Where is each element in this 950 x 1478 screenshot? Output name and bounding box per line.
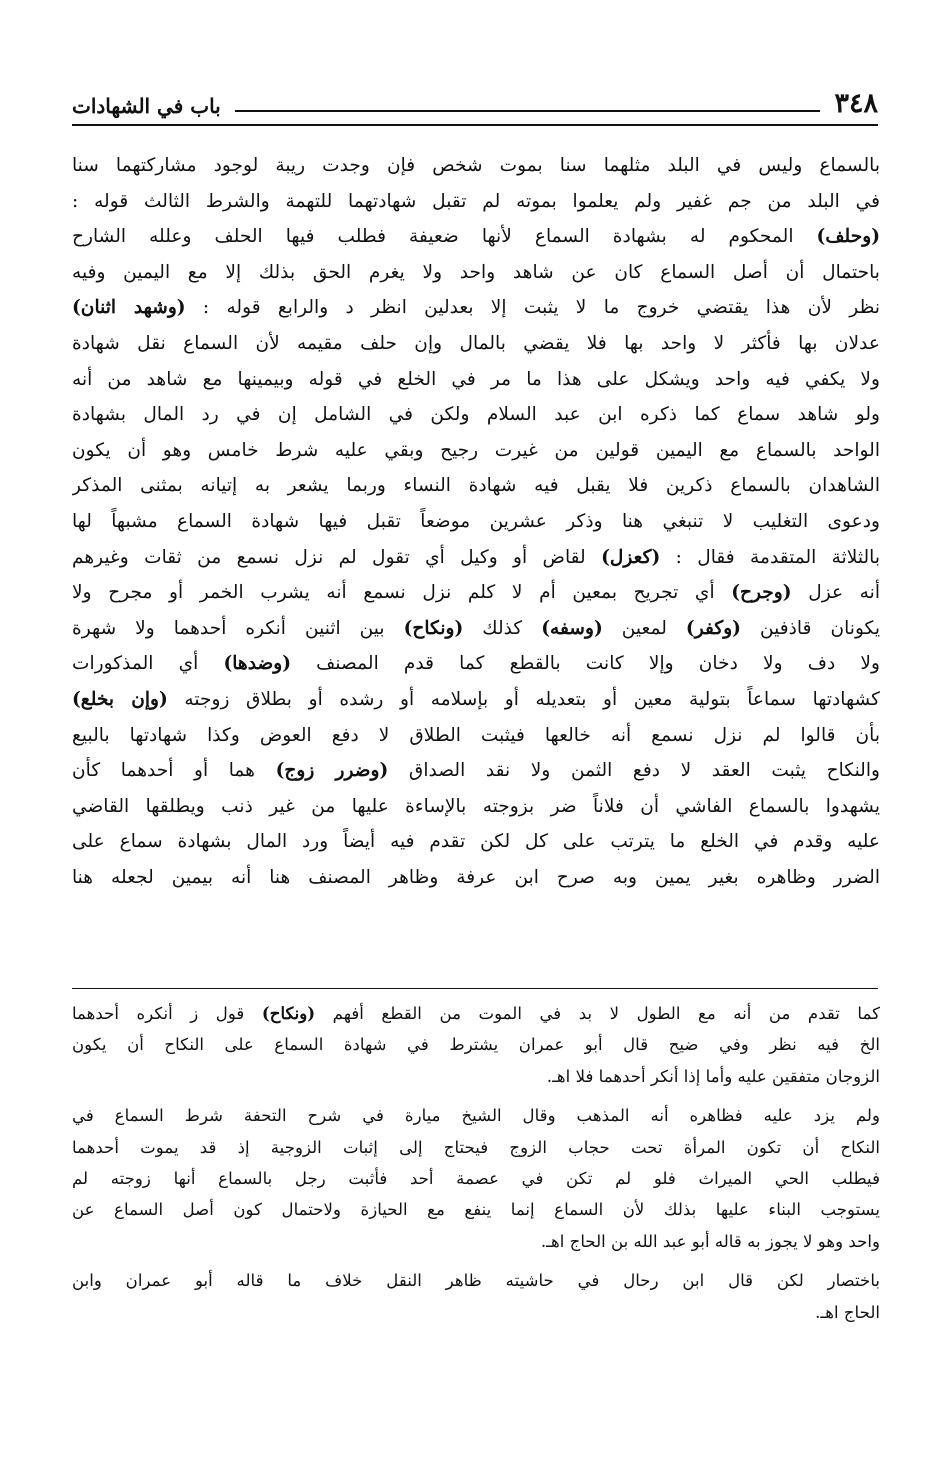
header-rule [235,110,821,112]
text-line: يشهدوا بالسماع الفاشي أن فلاناً ضر بزوجته بالإساءة عليها من غير ذنب ويطلقها القاضي [72,795,880,817]
text-line: ولو شاهد سماع كما ذكره ابن عبد السلام ولكن في الشامل إن في رد المال بشهادة [72,404,880,426]
footnote-paragraph [72,998,880,1092]
text-line: عدلان بها فأكثر لا واحد بها فلا يقضي بالمال وإن حلف مقيمه لأن السماع نقل شهادة [72,332,880,354]
footnote-line: فيطلب الحي الميراث فلو لم تكن في عصمة أحد فأثبت رجل بالسماع أنها زوجته لم [72,1168,880,1188]
lemma-term: (ونكاح) [403,617,464,639]
text-line: عليه وقدم في الخلع ما يترتب على كل لكن تقدم فيه أيضاً ورد المال بشهادة سماع على [72,831,880,853]
page-header [72,84,878,126]
footnotes [72,998,880,1328]
footnote-line: كما تقدم من أنه مع الطول لا بد في الموت من القطع أفهم (ونكاح) قول ز أنكره أحدهما [72,1003,880,1023]
text-line: يكونان قاذفين (وكفر) لمعين (وسفه) كذلك (ونكاح) بين اثنين أنكره أحدهما ولا شهرة [72,617,880,639]
text-line: أنه عزل (وجرح) أي تجريح بمعين أم لا كلم نزل نسمع أنه يشرب الخمر أو مجرح ولا [72,582,880,604]
footnote-line: النكاح أن تكون المرأة تحت حجاب الزوج فيحتاج إلى إثبات الزوجية إذ قد يموت أحدهما [72,1137,880,1157]
footnote-line: باختصار لكن قال ابن رحال في حاشيته ظاهر النقل خلاف ما قاله أبو عمران وابن [72,1271,880,1291]
lemma-term: (وكفر) [685,617,741,639]
text-line: ولا دف ولا دخان وإلا كانت بالقطع كما قدم المصنف (وضدها) أي المذكورات [72,653,880,675]
text-line: ودعوى التغليب لا تنبغي هنا وذكر عشرين موضعاً تقبل فيها شهادة السماع مشبهاً لها [72,510,880,532]
footnote-line: يستوجب البناء عليها بذلك لأن السماع إنما ينفع مع الحيازة ولاحتمال كون أصل السماع عن [72,1200,880,1220]
text-line: والنكاح يثبت العقد لا دفع الثمن ولا نقد الصداق (وضرر زوج) هما أو أحدهما كأن [72,760,880,782]
text-line: نظر لأن هذا يقتضي خروج ما لا يثبت إلا بعدلين انظر د والرابع قوله : (وشهد اثنان) [72,297,880,319]
lemma-term: (وسفه) [541,617,603,639]
footnote-line: الخ فيه نظر وفي ضيح قال أبو عمران يشترط في شهادة السماع على النكاح أن يكون [72,1035,880,1055]
footnote-paragraph [72,1265,880,1328]
page-number: ٣٤٨ [834,88,878,119]
text-line: الضرر وظاهره بغير يمين وبه صرح ابن عرفة وظاهر المصنف هنا أنه بيمين لجعله هنا [72,866,880,888]
text-line: بأن قالوا لم نزل نسمع أنه خالعها فيثبت الطلاق لا دفع العوض وكذا شهادتها بالبيع [72,724,880,746]
lemma-term: (ونكاح) [261,1003,316,1023]
lemma-term: (كعزل) [601,546,661,568]
text-line: باحتمال أن أصل السماع كان عن شاهد واحد ولا يغرم الحق بذلك إلا مع اليمين وفيه [72,261,880,283]
footnote-line: ولم يزد عليه فظاهره أنه المذهب وقال الشيخ ميارة في شرح التحفة شرط السماع في [72,1106,880,1126]
lemma-term: (وجرح) [731,582,792,604]
text-line: بالسماع وليس في البلد مثلهما سنا بموت شخص فإن وجدت ريبة لوجود مشاركتهما سنا [72,155,880,176]
footnote-separator [72,988,878,989]
text-line: (وحلف) المحكوم له بشهادة السماع لأنها ضعيفة فطلب فيها الحلف وعلله الشارح [72,226,880,248]
main-text [72,148,880,895]
text-line: ولا يكفي فيه واحد ويشكل على هذا ما مر في الخلع في قوله وبيمينها مع شاهد من أنه [72,368,880,390]
text-line: الواحد بالسماع مع اليمين قولين من غيرت رجيح وبقي عليه شرط خامس وهو أن يكون [72,439,880,461]
running-title: باب في الشهادات [72,94,221,118]
footnote-paragraph [72,1100,880,1257]
footnote-line: واحد وهو لا يجوز به قاله أبو عبد الله بن الحاج اهـ. [540,1231,880,1251]
text-line: بالثلاثة المتقدمة فقال : (كعزل) لقاض أو وكيل أي تقول لم نزل نسمع من ثقات وغيرهم [72,546,880,568]
text-line: في البلد من جم غفير ولم يعلموا بموته لم تقبل شهادتهما للتهمة والشرط الثالث قوله : [72,190,880,212]
text-line: الشاهدان بالسماع ذكرين فلا يقبل فيه شهادة النساء وربما يشعر به إتيانه بمثنى المذكر [72,475,880,497]
footnote-line: الحاج اهـ. [815,1302,880,1322]
lemma-term: (وإن بخلع) [72,688,168,710]
text-line: كشهادتها سماعاً بتولية معين أو بتعديله أو بإسلامه أو رشده أو بطلاق زوجته (وإن بخلع) [72,688,880,710]
lemma-term: (وشهد اثنان) [72,297,186,319]
footnote-line: الزوجان متفقين عليه وأما إذا أنكر أحدهما فلا اهـ. [546,1066,880,1086]
lemma-term: (وحلف) [816,226,880,248]
lemma-term: (وضرر زوج) [275,760,389,782]
lemma-term: (وضدها) [223,653,292,675]
